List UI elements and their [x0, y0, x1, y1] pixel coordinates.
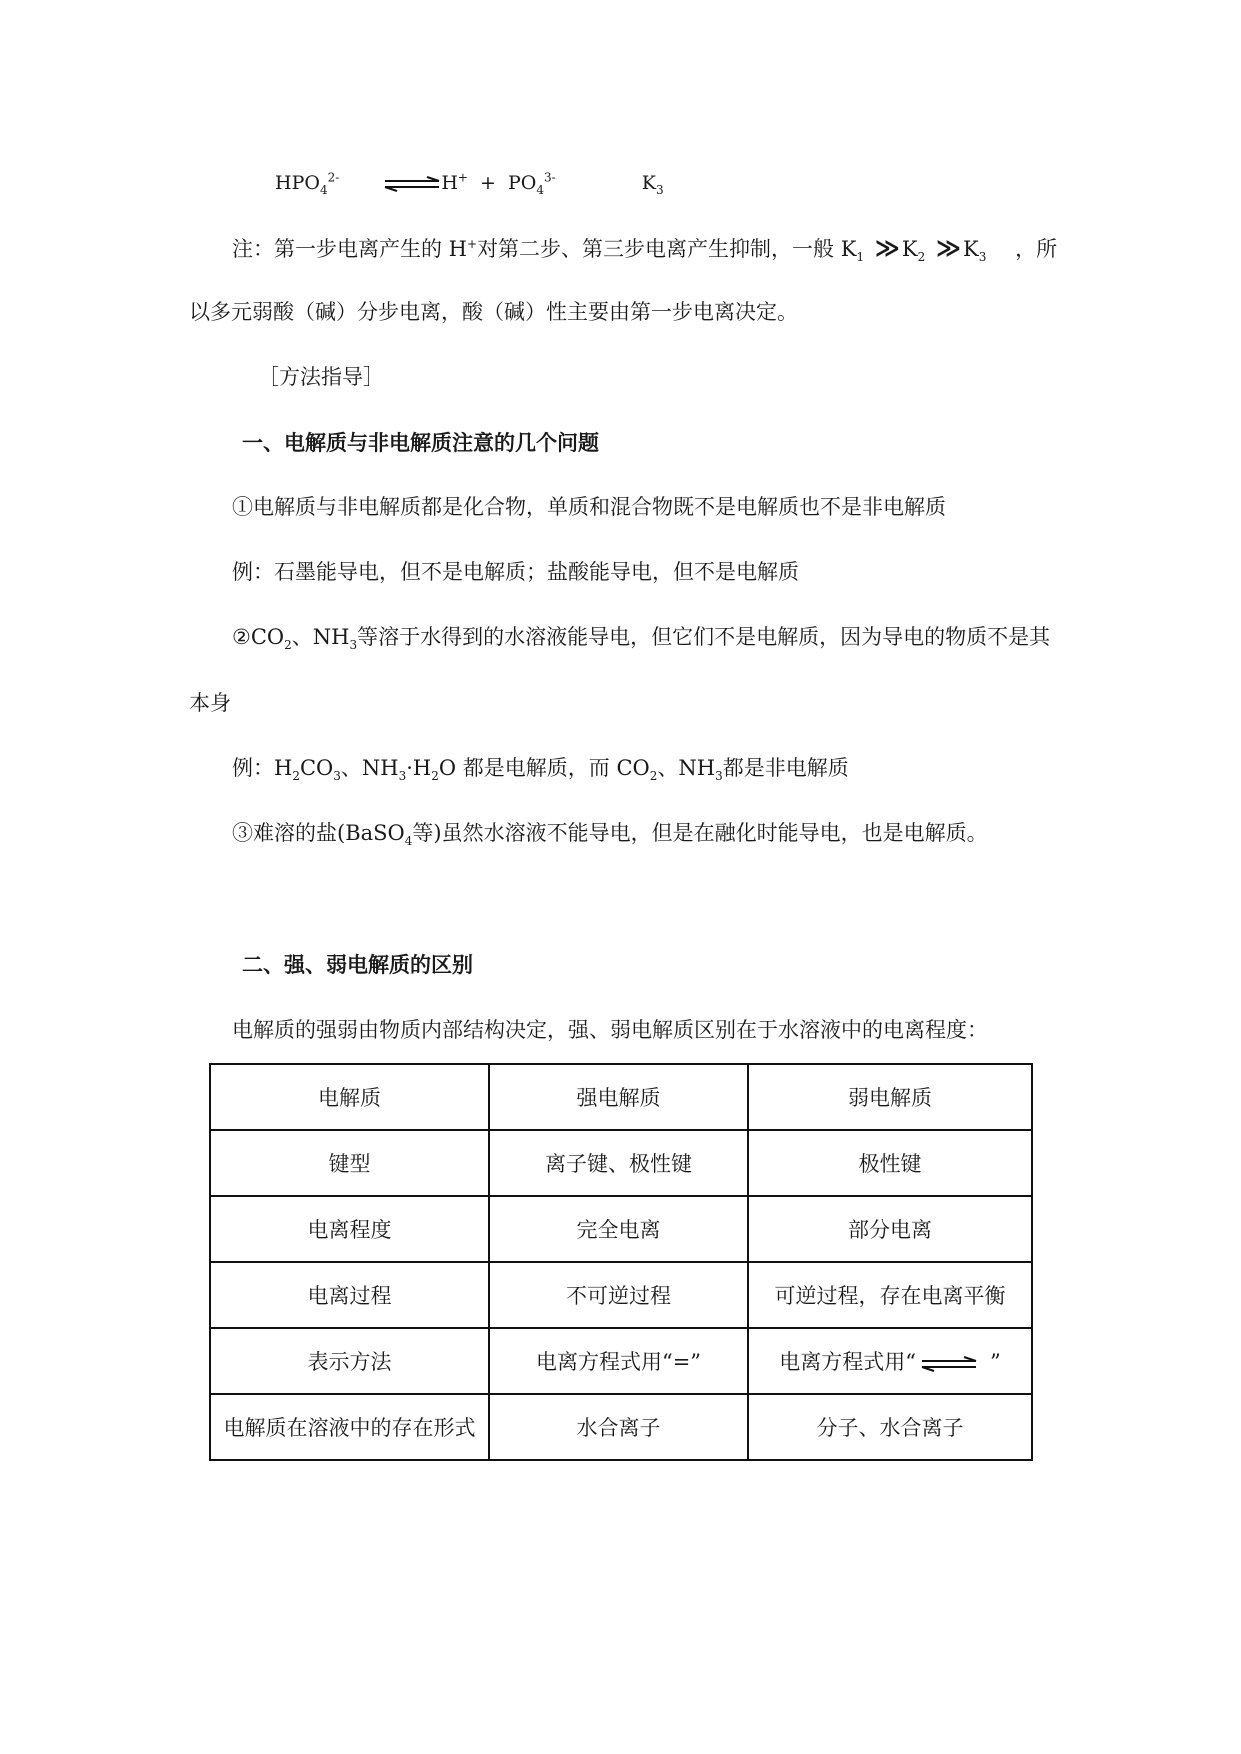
table-cell: 电离程度 — [210, 1196, 489, 1262]
note-line-1: 注：第一步电离产生的 H+对第二步、第三步电离产生抑制，一般 $K_1$ ≫ $K_2$ ≫ $K_3$ ，所 — [232, 234, 1058, 265]
table-header-cell: 强电解质 — [489, 1064, 748, 1130]
table-header-row — [210, 1064, 1032, 1130]
table-cell-weak-representation: 电离方程式用“ ” — [748, 1328, 1032, 1394]
table-cell: 电离方程式用“=” — [489, 1328, 748, 1394]
electrolyte-comparison-table — [209, 1063, 1033, 1461]
plus-sign: + — [480, 172, 496, 194]
table-row — [210, 1196, 1032, 1262]
section-1-point-1: ①电解质与非电解质都是化合物，单质和混合物既不是电解质也不是非电解质 — [232, 495, 946, 519]
section-1-point-3: ③难溶的盐(BaSO$_4$等)虽然水溶液不能导电，但是在融化时能导电，也是电解质。 — [232, 821, 988, 849]
much-greater-icon: ≫ — [874, 234, 894, 262]
table-cell: 部分电离 — [748, 1196, 1032, 1262]
section-1-example-1: 例：石墨能导电，但不是电解质；盐酸能导电，但不是电解质 — [232, 560, 799, 584]
section-1-point-2: $②CO_2$、$NH_3$等溶于水得到的水溶液能导电，但它们不是电解质，因为导电的物质不是其 — [232, 625, 1051, 653]
table-cell: 水合离子 — [489, 1394, 748, 1460]
table-row — [210, 1130, 1032, 1196]
equilibrium-constant: $K_3$ — [641, 172, 664, 197]
note-line-2: 以多元弱酸（碱）分步电离，酸（碱）性主要由第一步电离决定。 — [189, 300, 798, 324]
product-2: $PO_4^{3-}$ — [507, 170, 556, 197]
table-cell: 完全电离 — [489, 1196, 748, 1262]
table-cell: 电离过程 — [210, 1262, 489, 1328]
dissociation-equation — [275, 168, 664, 198]
method-heading: ［方法指导］ — [258, 365, 384, 389]
table-row — [210, 1262, 1032, 1328]
table-cell: 不可逆过程 — [489, 1262, 748, 1328]
table-row — [210, 1328, 1032, 1394]
section-1-title: 一、电解质与非电解质注意的几个问题 — [242, 430, 599, 455]
section-1-example-2: 例：$H_2CO_3$、$NH_3\cdot H_2O$ 都是电解质，而 $CO_2$、$NH_3$都是非电解质 — [232, 756, 849, 784]
table-cell: 分子、水合离子 — [748, 1394, 1032, 1460]
equilibrium-arrow-icon — [383, 176, 441, 192]
table-header-cell: 电解质 — [210, 1064, 489, 1130]
table-row — [210, 1394, 1032, 1460]
much-greater-icon: ≫ — [935, 234, 956, 262]
reactant: $HPO_4^{2-}$ — [275, 170, 340, 197]
equilibrium-arrow-icon — [920, 1356, 978, 1372]
section-2-intro: 电解质的强弱由物质内部结构决定，强、弱电解质区别在于水溶液中的电离程度： — [232, 1018, 988, 1042]
table-cell: 极性键 — [748, 1130, 1032, 1196]
table-cell: 电解质在溶液中的存在形式 — [210, 1394, 489, 1460]
table-cell: 键型 — [210, 1130, 489, 1196]
table-cell: 可逆过程，存在电离平衡 — [748, 1262, 1032, 1328]
table-cell: 表示方法 — [210, 1328, 489, 1394]
table-header-cell: 弱电解质 — [748, 1064, 1032, 1130]
product-1: H+ — [441, 170, 468, 194]
table-cell: 离子键、极性键 — [489, 1130, 748, 1196]
section-2-title: 二、强、弱电解质的区别 — [242, 952, 473, 977]
section-1-point-2-cont: 本身 — [189, 691, 231, 715]
